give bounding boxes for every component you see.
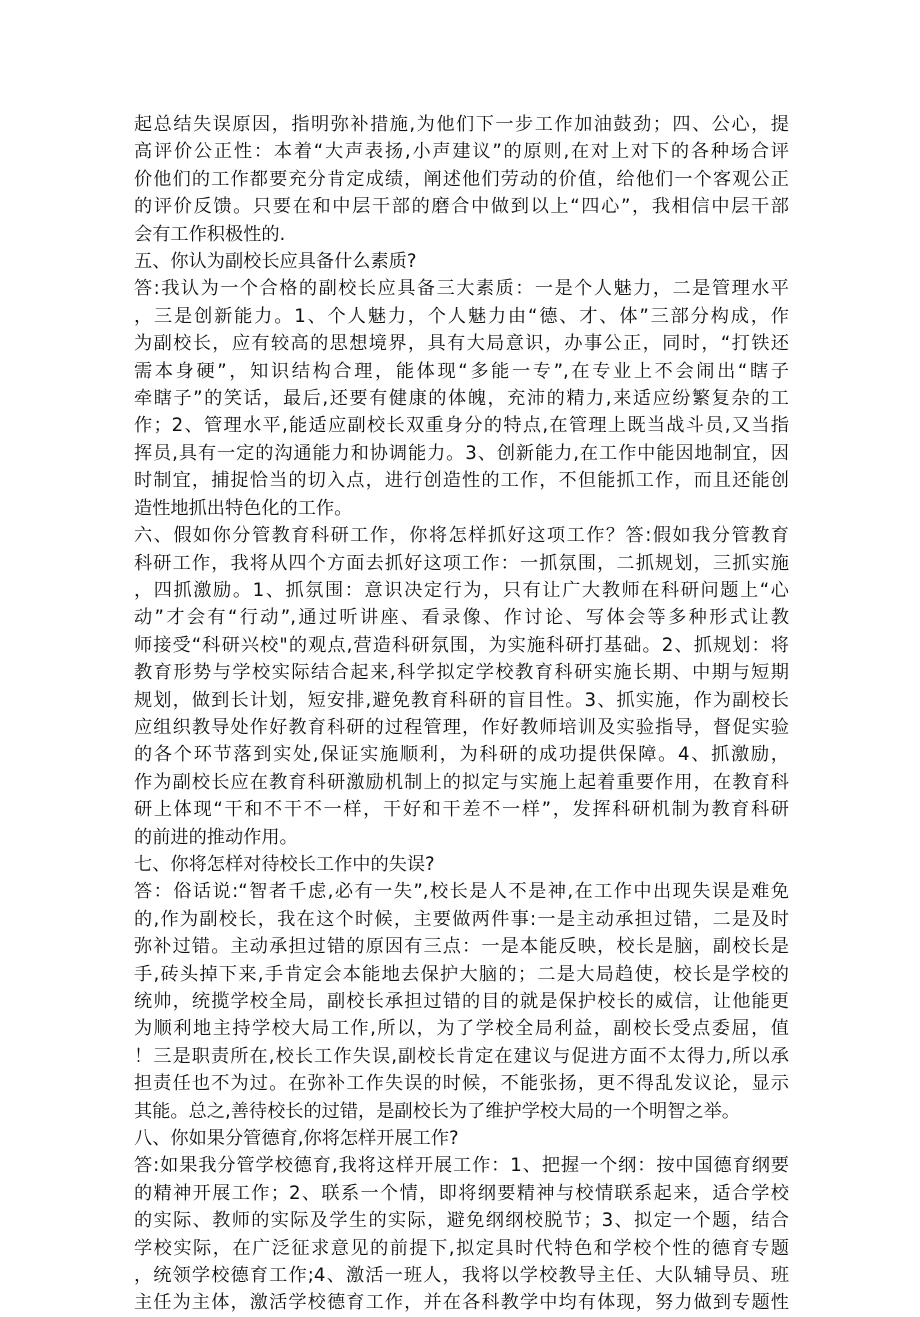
- text-line: 会有工作积极性的.: [134, 223, 286, 245]
- text-line: 的精神开展工作；2、联系一个情，即将纲要精神与校情联系起来，适合学校: [134, 1182, 789, 1204]
- text-line: 挥员,具有一定的沟通能力和协调能力。3、创新能力,在工作中能因地制宜，因: [134, 442, 789, 464]
- text-line: 担责任也不为过。在弥补工作失误的时候，不能张扬，更不得乱发议论，显示: [134, 1073, 789, 1095]
- text-line: 其能。总之,善待校长的过错，是副校长为了维护学校大局的一个明智之举。: [134, 1100, 740, 1122]
- text-line: 为顺利地主持学校大局工作,所以，为了学校全局利益，副校长受点委屈，值: [134, 1018, 789, 1040]
- text-line: ！三是职责所在,校长工作失误,副校长肯定在建议与促进方面不太得力,所以承: [134, 1045, 789, 1067]
- text-line: 教育形势与学校实际结合起来,科学拟定学校教育科研实施长期、中期与短期: [134, 662, 789, 684]
- text-line: 时制宜，捕捉恰当的切入点，进行创造性的工作，不但能抓工作，而且还能创: [134, 470, 789, 492]
- text-line: 八、你如果分管德育,你将怎样开展工作?: [134, 1128, 459, 1150]
- text-line: 师接受“科研兴校"的观点,营造科研氛围，为实施科研打基础。2、抓规划：将: [134, 634, 789, 656]
- text-line: 规划，做到长计划，短安排,避免教育科研的盲目性。3、抓实施，作为副校长: [134, 689, 789, 711]
- text-line: 高评价公正性：本着“大声表扬,小声建议”的原则,在对上对下的各种场合评: [134, 141, 789, 163]
- text-line: 为副校长，应有较高的思想境界，具有大局意识，办事公正，同时，“打铁还: [134, 333, 789, 355]
- text-line: 的前进的推动作用。: [134, 826, 298, 848]
- text-line: 五、你认为副校长应具备什么素质?: [134, 251, 417, 273]
- text-line: 价他们的工作都要充分肯定成绩，阐述他们劳动的价值，给他们一个客观公正: [134, 168, 789, 190]
- text-line: 作为副校长应在教育科研激励机制上的拟定与实施上起着重要作用，在教育科: [134, 771, 789, 793]
- text-line: ，统领学校德育工作;4、激活一班人，我将以学校教导主任、大队辅导员、班: [134, 1265, 789, 1287]
- text-line: 答：俗话说:“智者千虑,必有一失”,校长是人不是神,在工作中出现失误是难免: [134, 881, 789, 903]
- text-line: 的各个环节落到实处,保证实施顺利，为科研的成功提供保障。4、抓激励，: [134, 744, 789, 766]
- text-line: 手,砖头掉下来,手肯定会本能地去保护大脑的；二是大局趋使，校长是学校的: [134, 963, 789, 985]
- text-line: 应组织教导处作好教育科研的过程管理，作好教师培训及实验指导，督促实验: [134, 716, 789, 738]
- text-line: 统帅，统揽学校全局，副校长承担过错的目的就是保护校长的威信，让他能更: [134, 991, 789, 1012]
- text-line: 研上体现“干和不干不一样，干好和干差不一样”，发挥科研机制为教育科研: [134, 799, 789, 821]
- text-line: 起总结失误原因，指明弥补措施,为他们下一步工作加油鼓劲；四、公心，提: [134, 114, 789, 135]
- text-line: 的评价反馈。只要在和中层干部的磨合中做到以上“四心”，我相信中层干部: [134, 196, 789, 218]
- text-line: 学校实际，在广泛征求意见的前提下,拟定具时代特色和学校个性的德育专题: [134, 1237, 789, 1259]
- text-line: 主任为主体，激活学校德育工作，并在各科教学中均有体现，努力做到专题性: [134, 1292, 789, 1314]
- text-line: 牵瞎子”的笑话，最后,还要有健康的体魄，充沛的精力,来适应纷繁复杂的工: [134, 388, 789, 410]
- text-line: 造性地抓出特色化的工作。: [134, 497, 353, 519]
- text-line: 动”才会有“行动”,通过听讲座、看录像、作讨论、写体会等多种形式让教: [134, 607, 789, 629]
- text-line: 科研工作，我将从四个方面去抓好这项工作：一抓氛围，二抓规划，三抓实施: [134, 552, 789, 574]
- text-line: 七、你将怎样对待校长工作中的失误?: [134, 853, 435, 875]
- text-line: 答:如果我分管学校德育,我将这样开展工作：1、把握一个纲：按中国德育纲要: [134, 1155, 789, 1177]
- text-line: 弥补过错。主动承担过错的原因有三点：一是本能反映，校长是脑，副校长是: [134, 936, 789, 958]
- text-line: 答:我认为一个合格的副校长应具备三大素质：一是个人魅力，二是管理水平: [134, 278, 789, 300]
- text-line: ，四抓激励。1、抓氛围：意识决定行为，只有让广大教师在科研问题上“心: [134, 579, 789, 601]
- text-line: 六、假如你分管教育科研工作，你将怎样抓好这项工作？答:假如我分管教育: [134, 525, 789, 547]
- text-line: ，三是创新能力。1、个人魅力，个人魅力由“德、才、体”三部分构成，作: [134, 305, 789, 327]
- text-line: 需本身硬”，知识结构合理，能体现“多能一专”,在专业上不会闹出“瞎子: [134, 360, 789, 382]
- text-line: 的实际、教师的实际及学生的实际，避免纲纲校脱节；3、拟定一个题，结合: [134, 1210, 789, 1232]
- text-line: 的,作为副校长，我在这个时候，主要做两件事:一是主动承担过错，二是及时: [134, 908, 789, 930]
- text-line: 作；2、管理水平,能适应副校长双重身分的特点,在管理上既当战斗员,又当指: [134, 415, 789, 437]
- document-body: [134, 111, 789, 1317]
